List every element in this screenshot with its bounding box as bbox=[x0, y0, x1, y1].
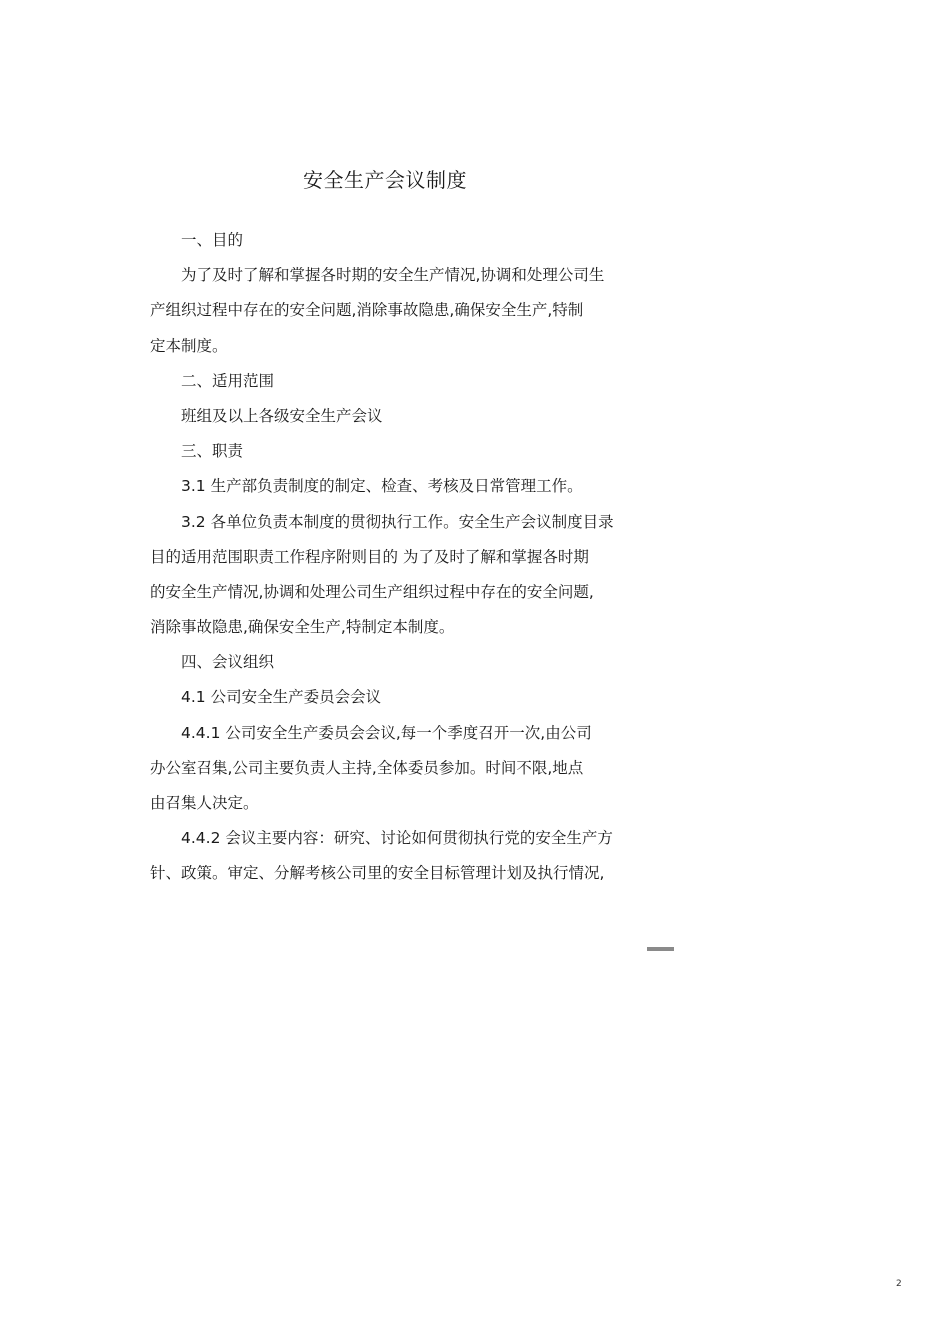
text-line: 目的适用范围职责工作程序附则目的 为了及时了解和掌握各时期 bbox=[150, 547, 589, 566]
text-line: 产组织过程中存在的安全问题,消除事故隐患,确保安全生产,特制 bbox=[150, 301, 584, 320]
document-title: 安全生产会议制度 bbox=[303, 168, 467, 192]
text-line: 为了及时了解和掌握各时期的安全生产情况,协调和处理公司生 bbox=[181, 266, 605, 285]
text-line: 三、职责 bbox=[181, 442, 244, 461]
text-line: 一、目的 bbox=[181, 231, 244, 249]
text-line: 3.1 生产部负责制度的制定、检查、考核及日常管理工作。 bbox=[181, 477, 583, 496]
text-line: 4.4.2 会议主要内容：研究、讨论如何贯彻执行党的安全生产方 bbox=[181, 829, 613, 848]
text-line: 针、政策。审定、分解考核公司里的安全目标管理计划及执行情况, bbox=[150, 864, 605, 883]
text-line: 四、会议组织 bbox=[181, 653, 275, 672]
text-line: 二、适用范围 bbox=[181, 371, 275, 390]
text-line: 4.1 公司安全生产委员会会议 bbox=[181, 688, 382, 707]
text-line: 的安全生产情况,协调和处理公司生产组织过程中存在的安全问题, bbox=[150, 582, 594, 601]
page-number: 2 bbox=[896, 1279, 902, 1289]
text-line: 定本制度。 bbox=[150, 336, 228, 355]
text-line: 办公室召集,公司主要负责人主持,全体委员参加。时间不限,地点 bbox=[150, 758, 584, 777]
text-line: 4.4.1 公司安全生产委员会会议,每一个季度召开一次,由公司 bbox=[181, 723, 592, 742]
text-line: 消除事故隐患,确保安全生产,特制定本制度。 bbox=[150, 618, 455, 637]
text-line: 3.2 各单位负责本制度的贯彻执行工作。安全生产会议制度目录 bbox=[181, 512, 614, 531]
text-line: 由召集人决定。 bbox=[150, 794, 259, 812]
document-body bbox=[150, 223, 630, 892]
text-line: 班组及以上各级安全生产会议 bbox=[181, 406, 383, 425]
gray-bar-mark bbox=[647, 947, 674, 951]
